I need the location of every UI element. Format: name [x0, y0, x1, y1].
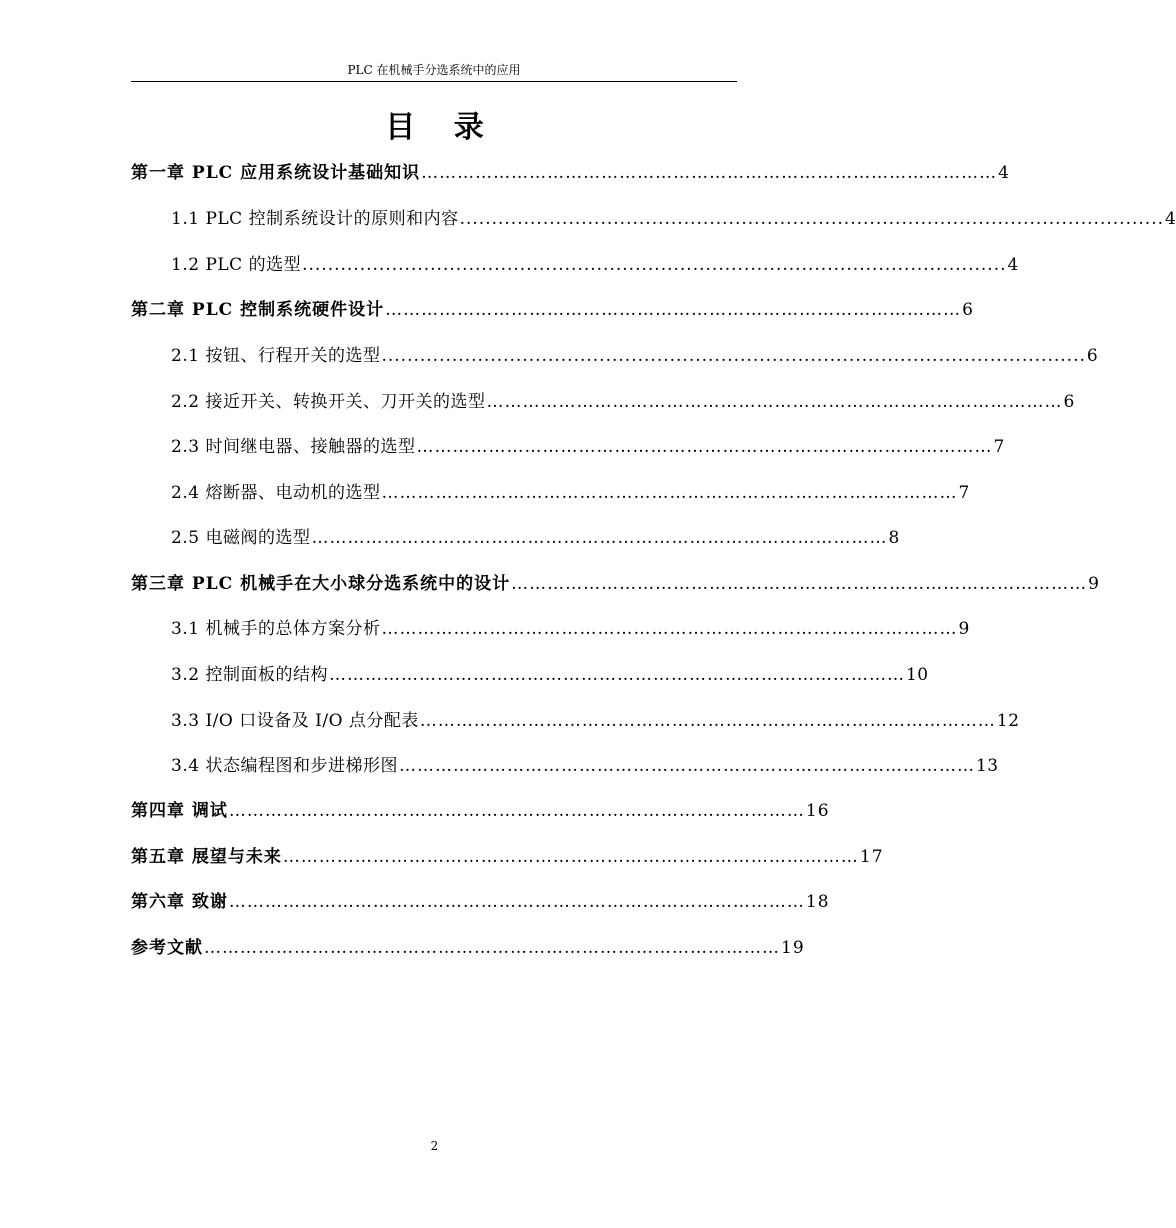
- toc-leader: ..............................................................................................................: [302, 255, 1007, 275]
- toc-page-number: 6: [962, 300, 974, 320]
- toc-entry-section-2-5[interactable]: [171, 523, 900, 551]
- toc-leader: ……………………………………………………………………………………: [311, 528, 888, 548]
- toc-page-number: 10: [905, 665, 929, 685]
- toc-page-number: 8: [888, 528, 900, 548]
- toc-page-number: 4: [1007, 255, 1019, 275]
- toc-entry-section-3-4[interactable]: [171, 751, 999, 779]
- toc-title: [0, 108, 869, 148]
- toc-page-number: 13: [975, 756, 999, 776]
- toc-leader: ……………………………………………………………………………………: [328, 665, 905, 685]
- toc-entry-chapter-4[interactable]: [131, 796, 830, 824]
- toc-page-number: 16: [805, 801, 830, 821]
- toc-entry-chapter-2[interactable]: [131, 295, 974, 323]
- toc-leader: ……………………………………………………………………………………: [486, 392, 1063, 412]
- toc-entry-text: 第二章 PLC 控制系统硬件设计: [131, 300, 385, 320]
- toc-leader: ……………………………………………………………………………………: [282, 847, 859, 867]
- toc-leader: ……………………………………………………………………………………: [228, 801, 805, 821]
- toc-leader: ……………………………………………………………………………………: [204, 938, 780, 958]
- toc-leader: ……………………………………………………………………………………: [385, 300, 962, 320]
- toc-page-number: 7: [958, 483, 970, 503]
- toc-leader: ……………………………………………………………………………………: [419, 711, 996, 731]
- toc-leader: ……………………………………………………………………………………: [228, 892, 805, 912]
- toc-entry-text: 第一章 PLC 应用系统设计基础知识: [131, 163, 421, 183]
- toc-leader: ..............................................................................................................: [381, 346, 1086, 366]
- toc-entry-text: 2.5 电磁阀的选型: [171, 528, 311, 548]
- toc-entry-text: 第三章 PLC 机械手在大小球分选系统中的设计: [131, 574, 511, 594]
- toc-entry-chapter-5[interactable]: [131, 842, 884, 870]
- toc-page-number: 6: [1063, 392, 1075, 412]
- toc-entry-text: 2.2 接近开关、转换开关、刀开关的选型: [171, 392, 486, 412]
- toc-entry-section-1-1[interactable]: [171, 204, 1176, 232]
- toc-leader: ……………………………………………………………………………………: [381, 483, 958, 503]
- toc-page-number: 17: [859, 847, 884, 867]
- toc-entry-text: 第五章 展望与未来: [131, 847, 282, 867]
- toc-entry-text: 第四章 调试: [131, 801, 228, 821]
- toc-entry-text: 3.1 机械手的总体方案分析: [171, 619, 381, 639]
- toc-entry-chapter-6[interactable]: [131, 887, 830, 915]
- toc-entry-section-3-2[interactable]: [171, 660, 929, 688]
- toc-page-number: 19: [781, 938, 805, 958]
- toc-entry-text: 3.4 状态编程图和步进梯形图: [171, 756, 398, 776]
- toc-page-number: 6: [1086, 346, 1099, 366]
- toc-title-text: 目 录: [385, 110, 498, 145]
- toc-leader: ……………………………………………………………………………………: [381, 619, 958, 639]
- toc-entry-text: 参考文献: [131, 938, 203, 958]
- running-header: PLC 在机械手分选系统中的应用: [347, 63, 521, 77]
- toc-entry-text: 1.1 PLC 控制系统设计的原则和内容: [171, 209, 459, 229]
- toc-page-number: 4: [998, 163, 1010, 183]
- toc-entry-section-1-2[interactable]: [171, 250, 1019, 278]
- toc-page-number: 12: [996, 711, 1020, 731]
- toc-page-number: 9: [1088, 574, 1100, 594]
- toc-page-number: 7: [993, 437, 1005, 457]
- toc-entry-references[interactable]: [131, 933, 805, 961]
- toc-entry-text: 2.3 时间继电器、接触器的选型: [171, 437, 416, 457]
- toc-entry-text: 1.2 PLC 的选型: [171, 255, 302, 275]
- toc-entry-text: 第六章 致谢: [131, 892, 228, 912]
- toc-leader: ……………………………………………………………………………………: [398, 756, 975, 776]
- toc-entry-text: 3.3 I/O 口设备及 I/O 点分配表: [171, 711, 419, 731]
- toc-entry-section-2-3[interactable]: [171, 432, 1005, 460]
- toc-leader: ……………………………………………………………………………………: [416, 437, 993, 457]
- toc-entry-text: 3.2 控制面板的结构: [171, 665, 328, 685]
- header-rule: [131, 81, 737, 82]
- toc-page-number: 9: [958, 619, 970, 639]
- page-number: 2: [430, 1139, 439, 1153]
- toc-leader: ……………………………………………………………………………………: [511, 574, 1088, 594]
- toc-entry-chapter-3[interactable]: [131, 569, 1100, 597]
- toc-entry-section-3-3[interactable]: [171, 706, 1020, 734]
- toc-entry-section-2-4[interactable]: [171, 478, 970, 506]
- toc-leader: ..............................................................................................................: [459, 209, 1164, 229]
- toc-page-number: 18: [805, 892, 830, 912]
- toc-leader: ……………………………………………………………………………………: [421, 163, 998, 183]
- toc-entry-section-2-2[interactable]: [171, 387, 1075, 415]
- toc-entry-section-2-1[interactable]: [171, 341, 1099, 369]
- toc-page-number: 4: [1165, 209, 1176, 229]
- toc-entry-chapter-1[interactable]: [131, 158, 1010, 186]
- toc-entry-text: 2.4 熔断器、电动机的选型: [171, 483, 381, 503]
- toc-entry-text: 2.1 按钮、行程开关的选型: [171, 346, 381, 366]
- toc-entry-section-3-1[interactable]: [171, 614, 970, 642]
